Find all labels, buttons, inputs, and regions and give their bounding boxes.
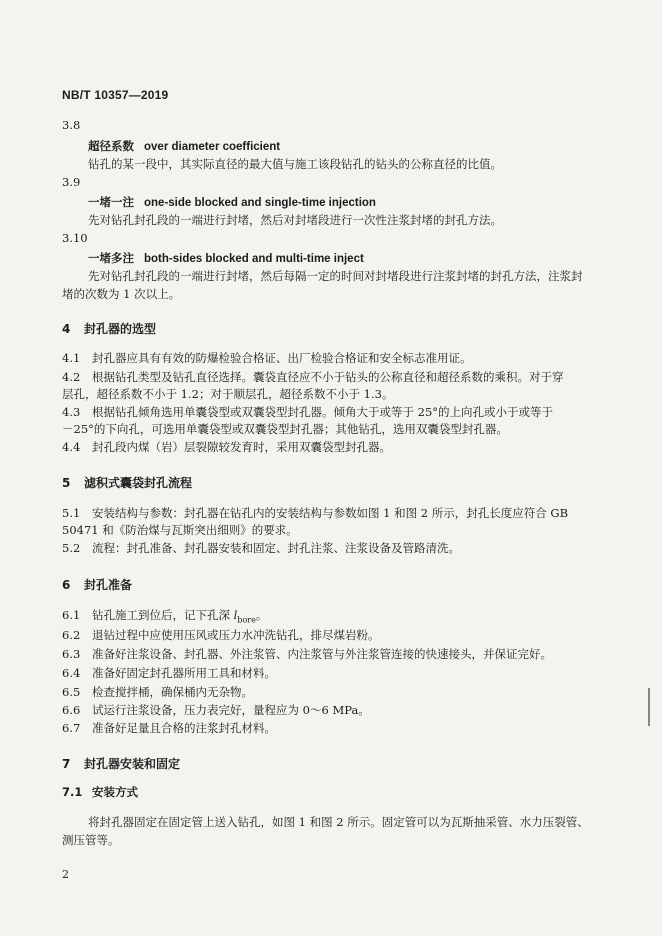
section-title: 封孔准备 xyxy=(84,578,133,592)
body-paragraph: 将封孔器固定在固定管上送入钻孔，如图 1 和图 2 所示。固定管可以为瓦斯抽采管、水力压裂管、 xyxy=(88,815,589,829)
clause xyxy=(62,369,592,386)
clause-text: 检查搅拌桶，确保桶内无杂物。 xyxy=(92,685,253,699)
clause-number: 6.4 xyxy=(62,666,81,680)
clause xyxy=(62,665,592,682)
term-zh: 一堵多注 xyxy=(88,251,134,265)
clause-text: 流程：封孔准备、封孔器安装和固定、封孔注浆、注浆设备及管路清洗。 xyxy=(92,541,460,555)
section-title: 封孔器的选型 xyxy=(84,322,157,336)
term-en: both-sides blocked and multi-time inject xyxy=(144,253,364,265)
term-title xyxy=(88,194,376,210)
section-title: 滤积式囊袋封孔流程 xyxy=(84,476,193,490)
clause-number: 6.2 xyxy=(62,628,81,642)
subsection-heading xyxy=(62,784,138,800)
term-title xyxy=(88,250,364,266)
clause-number: 4.3 xyxy=(62,405,81,419)
clause-number: 6.6 xyxy=(62,703,81,717)
term-definition: 先对钻孔封孔段的一端进行封堵，然后每隔一定的时间对封堵段进行注浆封堵的封孔方法，注浆封 xyxy=(88,269,583,283)
section-number: 4 xyxy=(62,322,71,336)
term-number: 3.8 xyxy=(62,118,81,132)
term-en: over diameter coefficient xyxy=(144,141,281,153)
clause-cont: 50471 和《防治煤与瓦斯突出细则》的要求。 xyxy=(62,523,298,537)
clause-text: 准备好足量且合格的注浆封孔材料。 xyxy=(92,721,276,735)
symbol-subscript: bore xyxy=(237,615,256,625)
page-number: 2 xyxy=(62,868,69,881)
clause-text: 试运行注浆设备，压力表完好，量程应为 0～6 MPa。 xyxy=(92,703,370,717)
clause-text: 根据钻孔倾角选用单囊袋型或双囊袋型封孔器。倾角大于或等于 25°的上向孔或小于或等于 xyxy=(92,405,554,419)
clause-text: 准备好固定封孔器所用工具和材料。 xyxy=(92,666,276,680)
clause-text: 退钻过程中应使用压风或压力水冲洗钻孔，排尽煤岩粉。 xyxy=(92,628,380,642)
clause xyxy=(62,439,592,456)
clause xyxy=(62,684,592,701)
clause-text: 钻孔施工到位后，记下孔深 xyxy=(92,608,234,622)
section-heading xyxy=(62,320,156,337)
term-en: one-side blocked and single-time injection xyxy=(144,197,376,209)
clause-text: 封孔段内煤（岩）层裂隙较发育时，采用双囊袋型封孔器。 xyxy=(92,440,391,454)
term-title xyxy=(88,138,280,154)
clause xyxy=(62,607,592,628)
standard-code: NB/T 10357—2019 xyxy=(62,88,169,102)
subsection-title: 安装方式 xyxy=(92,785,138,799)
clause xyxy=(62,702,592,719)
subsection-number: 7.1 xyxy=(62,785,83,799)
symbol-l: l xyxy=(233,608,238,622)
section-title: 封孔器安装和固定 xyxy=(84,757,181,771)
clause-tail: 。 xyxy=(255,608,268,622)
clause-cont: －25°的下向孔，可选用单囊袋型或双囊袋型封孔器；其他钻孔，选用双囊袋型封孔器。 xyxy=(62,422,508,436)
clause-number: 4.1 xyxy=(62,351,81,365)
clause xyxy=(62,350,592,367)
term-number: 3.9 xyxy=(62,175,81,189)
clause-number: 6.7 xyxy=(62,721,81,735)
clause-number: 5.1 xyxy=(62,506,81,520)
clause xyxy=(62,540,592,557)
section-heading xyxy=(62,755,180,772)
clause-number: 5.2 xyxy=(62,541,81,555)
clause-text: 封孔器应具有有效的防爆检验合格证、出厂检验合格证和安全标志准用证。 xyxy=(92,351,472,365)
clause-number: 4.4 xyxy=(62,440,81,454)
term-definition: 先对钻孔封孔段的一端进行封堵，然后对封堵段进行一次性注浆封堵的封孔方法。 xyxy=(88,213,502,227)
clause xyxy=(62,720,592,737)
clause-text: 准备好注浆设备、封孔器、外注浆管、内注浆管与外注浆管连接的快速接头，并保证完好。 xyxy=(92,647,552,661)
clause xyxy=(62,646,592,663)
clause-text: 根据钻孔类型及钻孔直径选择。囊袋直径应不小于钻头的公称直径和超径系数的乘积。对于穿 xyxy=(92,370,564,384)
clause xyxy=(62,505,592,522)
section-heading xyxy=(62,576,132,593)
body-paragraph-cont: 测压管等。 xyxy=(62,833,120,847)
scan-shadow-mark xyxy=(648,688,650,726)
section-number: 5 xyxy=(62,476,71,490)
term-definition: 钻孔的某一段中，其实际直径的最大值与施工该段钻孔的钻头的公称直径的比值。 xyxy=(88,157,502,171)
section-number: 7 xyxy=(62,757,71,771)
term-zh: 超径系数 xyxy=(88,139,134,153)
term-zh: 一堵一注 xyxy=(88,195,134,209)
term-number: 3.10 xyxy=(62,231,88,245)
clause-number: 4.2 xyxy=(62,370,81,384)
clause-number: 6.1 xyxy=(62,608,81,622)
section-heading xyxy=(62,474,192,491)
clause xyxy=(62,627,592,644)
term-definition-cont: 堵的次数为 1 次以上。 xyxy=(62,287,181,301)
clause-cont: 层孔，超径系数不小于 1.2；对于顺层孔，超径系数不小于 1.3。 xyxy=(62,387,394,401)
clause-text: 安装结构与参数：封孔器在钻孔内的安装结构与参数如图 1 和图 2 所示，封孔长度应符合 GB xyxy=(92,506,569,520)
clause-number: 6.3 xyxy=(62,647,81,661)
section-number: 6 xyxy=(62,578,71,592)
clause xyxy=(62,404,592,421)
clause-number: 6.5 xyxy=(62,685,81,699)
